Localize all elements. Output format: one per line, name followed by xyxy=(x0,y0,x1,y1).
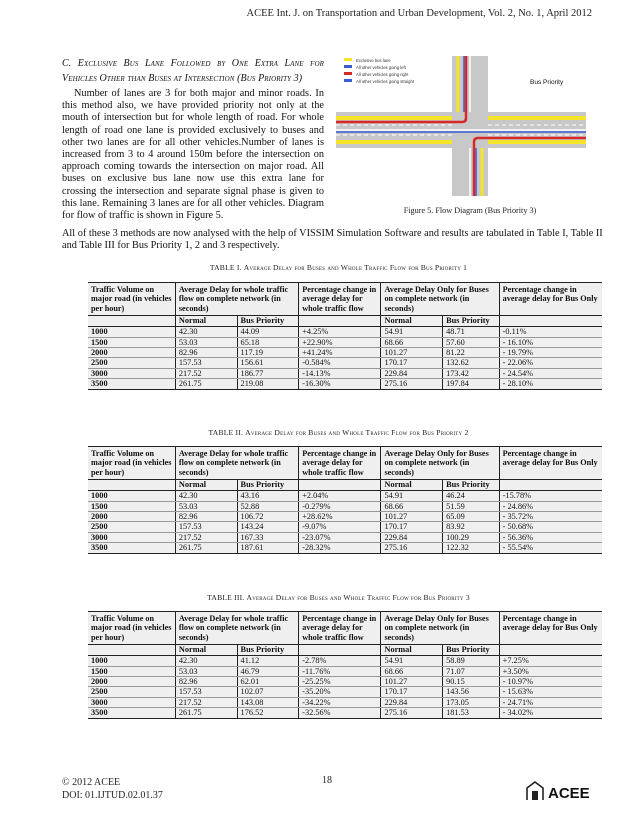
table-row xyxy=(88,697,602,707)
table-row xyxy=(88,358,602,368)
table-cell: 156.61 xyxy=(237,358,299,368)
table-cell: 2000 xyxy=(88,512,175,522)
table-cell: 157.53 xyxy=(175,522,237,532)
table-cell: 82.96 xyxy=(175,348,237,358)
table-row xyxy=(88,379,602,389)
table-cell: -0.279% xyxy=(299,501,381,511)
table-cell: +3.50% xyxy=(499,666,602,676)
data-table xyxy=(88,446,602,554)
table-cell: -2.78% xyxy=(299,656,381,666)
legend-swatch xyxy=(344,58,352,61)
table-cell: 83.92 xyxy=(443,522,500,532)
header-avg-delay: Average Delay for whole traffic flow on complete network (in seconds) xyxy=(175,283,298,316)
table-cell: -35.20% xyxy=(299,687,381,697)
table-row xyxy=(88,677,602,687)
table-cell: 52.88 xyxy=(237,501,299,511)
table-row xyxy=(88,327,602,337)
table-cell: -0.584% xyxy=(299,358,381,368)
table-cell: 117.19 xyxy=(237,348,299,358)
table-cell: 157.53 xyxy=(175,687,237,697)
table-cell: 122.32 xyxy=(443,543,500,553)
table-row xyxy=(88,337,602,347)
table-cell: 143.24 xyxy=(237,522,299,532)
table-cell: - 24.86% xyxy=(499,501,602,511)
header-pct-whole: Percentage change in average delay for whole traffic flow xyxy=(299,612,381,645)
table-row xyxy=(88,666,602,676)
table-cell: 217.52 xyxy=(175,532,237,542)
legend xyxy=(344,58,415,84)
header-avg-bus: Average Delay Only for Buses on complete network (in seconds) xyxy=(381,612,499,645)
logo-text: ACEE xyxy=(548,785,590,802)
table-cell: 68.66 xyxy=(381,337,443,347)
table-cell: 261.75 xyxy=(175,543,237,553)
copyright: © 2012 ACEE xyxy=(62,777,121,788)
header-volume: Traffic Volume on major road (in vehicles per hour) xyxy=(88,283,175,316)
table-cell: -14.13% xyxy=(299,368,381,378)
table-cell: 261.75 xyxy=(175,379,237,389)
table-cell: 229.84 xyxy=(381,697,443,707)
table-cell: 2000 xyxy=(88,677,175,687)
full-width-paragraph: All of these 3 methods are now analysed with the help of VISSIM Simulation Software and results are tabulated in Table I, Table II and Table III for Bus Priority 1, 2 and 3 respectively. xyxy=(62,228,603,252)
table-cell: -11.76% xyxy=(299,666,381,676)
table-cell: 65.09 xyxy=(443,512,500,522)
header-volume: Traffic Volume on major road (in vehicles per hour) xyxy=(88,612,175,645)
table-cell: 106.72 xyxy=(237,512,299,522)
header-avg-bus: Average Delay Only for Buses on complete network (in seconds) xyxy=(381,447,499,480)
legend-label: All other vehicles going left xyxy=(356,65,406,70)
section-paragraph: Number of lanes are 3 for both major and minor roads. In this method also, we have provided priority not only at the mouth of intersection but for whole length of road. For whole length of road one lane is provided exclusively to buses and other two lanes are for all other vehicles.Number of lanes is increased from 3 to 4 around 150m before the intersection on approach coming towards the intersection on major road. All buses on exclusive bus lane now use this extra lane for crossing the intersection and separate signal phase is given to this lane. Remaining 3 lanes are for all other vehicles. Diagram for flow of traffic is shown in Figure 5. xyxy=(62,88,324,222)
table-cell: 43.16 xyxy=(237,491,299,501)
table-cell: 82.96 xyxy=(175,677,237,687)
table-cell: 1000 xyxy=(88,327,175,337)
sub-normal: Normal xyxy=(175,480,237,491)
table-cell: 53.03 xyxy=(175,666,237,676)
data-table xyxy=(88,282,602,390)
table-3-caption xyxy=(62,593,615,602)
table-cell: - 55.54% xyxy=(499,543,602,553)
table-cell: - 24.54% xyxy=(499,368,602,378)
figure-caption: Figure 5. Flow Diagram (Bus Priority 3) xyxy=(403,206,537,215)
page-number: 18 xyxy=(322,775,332,786)
table-row xyxy=(88,491,602,501)
table-cell: 58.89 xyxy=(443,656,500,666)
table-cell: -32.56% xyxy=(299,708,381,718)
table-cell: 2000 xyxy=(88,348,175,358)
table-row xyxy=(88,543,602,553)
table-cell: 41.12 xyxy=(237,656,299,666)
table-cell: 100.29 xyxy=(443,532,500,542)
table-cell: - 56.36% xyxy=(499,532,602,542)
section-heading: C. Exclusive Bus Lane Followed by One Extra Lane for Vehicles Other than Buses at Intersection (Bus Priority 3) xyxy=(62,58,324,84)
table-cell: 229.84 xyxy=(381,368,443,378)
legend-label: All other vehicles going straight xyxy=(356,79,414,84)
table-caption-prefix: TABLE I. xyxy=(209,263,242,272)
header-pct-whole: Percentage change in average delay for whole traffic flow xyxy=(299,283,381,316)
table-3 xyxy=(88,611,602,719)
table-cell: - 22.06% xyxy=(499,358,602,368)
sub-bus-priority: Bus Priority xyxy=(443,645,500,656)
table-row xyxy=(88,687,602,697)
table-cell: - 19.79% xyxy=(499,348,602,358)
table-cell: 42.30 xyxy=(175,491,237,501)
table-cell: 143.08 xyxy=(237,697,299,707)
legend-label: Exclusive bus lane xyxy=(356,58,391,63)
table-cell: 170.17 xyxy=(381,358,443,368)
table-row xyxy=(88,532,602,542)
sub-normal: Normal xyxy=(381,316,443,327)
table-cell: 54.91 xyxy=(381,656,443,666)
table-cell: -15.78% xyxy=(499,491,602,501)
table-cell: 181.53 xyxy=(443,708,500,718)
table-cell: 81.22 xyxy=(443,348,500,358)
sub-normal: Normal xyxy=(175,645,237,656)
table-cell: 3000 xyxy=(88,697,175,707)
sub-bus-priority: Bus Priority xyxy=(237,316,299,327)
table-cell: 187.61 xyxy=(237,543,299,553)
table-cell: 82.96 xyxy=(175,512,237,522)
table-cell: 3500 xyxy=(88,379,175,389)
table-cell: +4.25% xyxy=(299,327,381,337)
table-row xyxy=(88,522,602,532)
table-cell: 173.42 xyxy=(443,368,500,378)
table-cell: 53.03 xyxy=(175,337,237,347)
table-cell: 132.62 xyxy=(443,358,500,368)
table-cell: 2500 xyxy=(88,687,175,697)
table-cell: 101.27 xyxy=(381,512,443,522)
table-cell: - 15.63% xyxy=(499,687,602,697)
header-pct-bus: Percentage change in average delay for Bus Only xyxy=(499,447,602,480)
table-cell: 197.84 xyxy=(443,379,500,389)
table-cell: 3000 xyxy=(88,532,175,542)
table-cell: 46.79 xyxy=(237,666,299,676)
table-cell: -9.07% xyxy=(299,522,381,532)
table-cell: 54.91 xyxy=(381,491,443,501)
data-table xyxy=(88,611,602,719)
table-cell: 167.33 xyxy=(237,532,299,542)
header-pct-bus: Percentage change in average delay for Bus Only xyxy=(499,283,602,316)
table-cell: 46.24 xyxy=(443,491,500,501)
table-cell: - 24.71% xyxy=(499,697,602,707)
table-cell: - 16.10% xyxy=(499,337,602,347)
header-pct-bus: Percentage change in average delay for Bus Only xyxy=(499,612,602,645)
table-cell: 68.66 xyxy=(381,501,443,511)
acee-logo xyxy=(524,778,604,804)
table-cell: +41.24% xyxy=(299,348,381,358)
table-cell: +2.04% xyxy=(299,491,381,501)
table-cell: 68.66 xyxy=(381,666,443,676)
running-head: ACEE Int. J. on Transportation and Urban Development, Vol. 2, No. 1, April 2012 xyxy=(246,8,592,19)
sub-bus-priority: Bus Priority xyxy=(237,480,299,491)
table-row xyxy=(88,368,602,378)
sub-normal: Normal xyxy=(381,480,443,491)
sub-normal: Normal xyxy=(175,316,237,327)
table-cell: 44.09 xyxy=(237,327,299,337)
table-cell: 176.52 xyxy=(237,708,299,718)
table-cell: +22.90% xyxy=(299,337,381,347)
table-1-caption xyxy=(62,263,615,272)
table-cell: -25.25% xyxy=(299,677,381,687)
header-volume: Traffic Volume on major road (in vehicles per hour) xyxy=(88,447,175,480)
table-2 xyxy=(88,446,602,554)
table-caption-prefix: TABLE II. xyxy=(208,428,244,437)
table-cell: 51.59 xyxy=(443,501,500,511)
table-cell: 170.17 xyxy=(381,522,443,532)
table-cell: 3500 xyxy=(88,543,175,553)
table-cell: 90.15 xyxy=(443,677,500,687)
table-row xyxy=(88,656,602,666)
table-cell: 42.30 xyxy=(175,656,237,666)
table-row xyxy=(88,512,602,522)
table-row xyxy=(88,708,602,718)
table-cell: 186.77 xyxy=(237,368,299,378)
sub-normal: Normal xyxy=(381,645,443,656)
table-cell: -34.22% xyxy=(299,697,381,707)
table-cell: +28.62% xyxy=(299,512,381,522)
table-row xyxy=(88,348,602,358)
table-cell: - 35.72% xyxy=(499,512,602,522)
legend-label: All other vehicles going right xyxy=(356,72,409,77)
table-cell: 157.53 xyxy=(175,358,237,368)
table-cell: 101.27 xyxy=(381,677,443,687)
table-caption-prefix: TABLE III. xyxy=(207,593,245,602)
flow-diagram xyxy=(336,56,586,196)
table-cell: 173.05 xyxy=(443,697,500,707)
header-avg-bus: Average Delay Only for Buses on complete network (in seconds) xyxy=(381,283,499,316)
table-2-caption xyxy=(62,428,615,437)
table-cell: 2500 xyxy=(88,522,175,532)
table-cell: - 34.02% xyxy=(499,708,602,718)
table-caption-text: Average Delay for Buses and Whole Traffic Flow for Bus Priority 2 xyxy=(245,428,469,437)
legend-swatch xyxy=(344,65,352,68)
figure-title: Bus Priority xyxy=(530,79,564,86)
table-cell: - 50.68% xyxy=(499,522,602,532)
table-cell: 57.60 xyxy=(443,337,500,347)
table-cell: -0.11% xyxy=(499,327,602,337)
table-cell: 217.52 xyxy=(175,697,237,707)
table-cell: 275.16 xyxy=(381,543,443,553)
table-cell: 217.52 xyxy=(175,368,237,378)
table-cell: 275.16 xyxy=(381,708,443,718)
sub-bus-priority: Bus Priority xyxy=(237,645,299,656)
table-cell: 65.18 xyxy=(237,337,299,347)
table-caption-text: Average Delay for Buses and Whole Traffic Flow for Bus Priority 3 xyxy=(246,593,470,602)
table-cell: -16.30% xyxy=(299,379,381,389)
doi: DOI: 01.IJTUD.02.01.37 xyxy=(62,790,163,801)
table-cell: - 10.97% xyxy=(499,677,602,687)
header-avg-delay: Average Delay for whole traffic flow on complete network (in seconds) xyxy=(175,447,298,480)
table-cell: 1500 xyxy=(88,666,175,676)
header-pct-whole: Percentage change in average delay for whole traffic flow xyxy=(299,447,381,480)
sub-bus-priority: Bus Priority xyxy=(443,480,500,491)
table-1 xyxy=(88,282,602,390)
table-cell: 62.01 xyxy=(237,677,299,687)
table-cell: 275.16 xyxy=(381,379,443,389)
table-cell: 2500 xyxy=(88,358,175,368)
table-cell: - 28.10% xyxy=(499,379,602,389)
table-cell: 1500 xyxy=(88,337,175,347)
table-cell: 1000 xyxy=(88,491,175,501)
table-cell: 42.30 xyxy=(175,327,237,337)
table-cell: 48.71 xyxy=(443,327,500,337)
table-cell: +7.25% xyxy=(499,656,602,666)
table-row xyxy=(88,501,602,511)
table-cell: 261.75 xyxy=(175,708,237,718)
table-cell: 1000 xyxy=(88,656,175,666)
table-cell: -28.32% xyxy=(299,543,381,553)
sub-bus-priority: Bus Priority xyxy=(443,316,500,327)
table-cell: 219.08 xyxy=(237,379,299,389)
table-cell: 53.03 xyxy=(175,501,237,511)
left-column xyxy=(62,56,324,222)
footer xyxy=(62,776,163,802)
table-caption-text: Average Delay for Buses and Whole Traffic Flow for Bus Priority 1 xyxy=(243,263,468,272)
table-cell: 102.07 xyxy=(237,687,299,697)
table-cell: 54.91 xyxy=(381,327,443,337)
legend-swatch xyxy=(344,79,352,82)
table-cell: 1500 xyxy=(88,501,175,511)
table-cell: 143.56 xyxy=(443,687,500,697)
table-cell: -23.07% xyxy=(299,532,381,542)
table-cell: 3500 xyxy=(88,708,175,718)
table-cell: 101.27 xyxy=(381,348,443,358)
table-cell: 229.84 xyxy=(381,532,443,542)
header-avg-delay: Average Delay for whole traffic flow on complete network (in seconds) xyxy=(175,612,298,645)
table-cell: 71.07 xyxy=(443,666,500,676)
legend-swatch xyxy=(344,72,352,75)
table-cell: 170.17 xyxy=(381,687,443,697)
table-cell: 3000 xyxy=(88,368,175,378)
